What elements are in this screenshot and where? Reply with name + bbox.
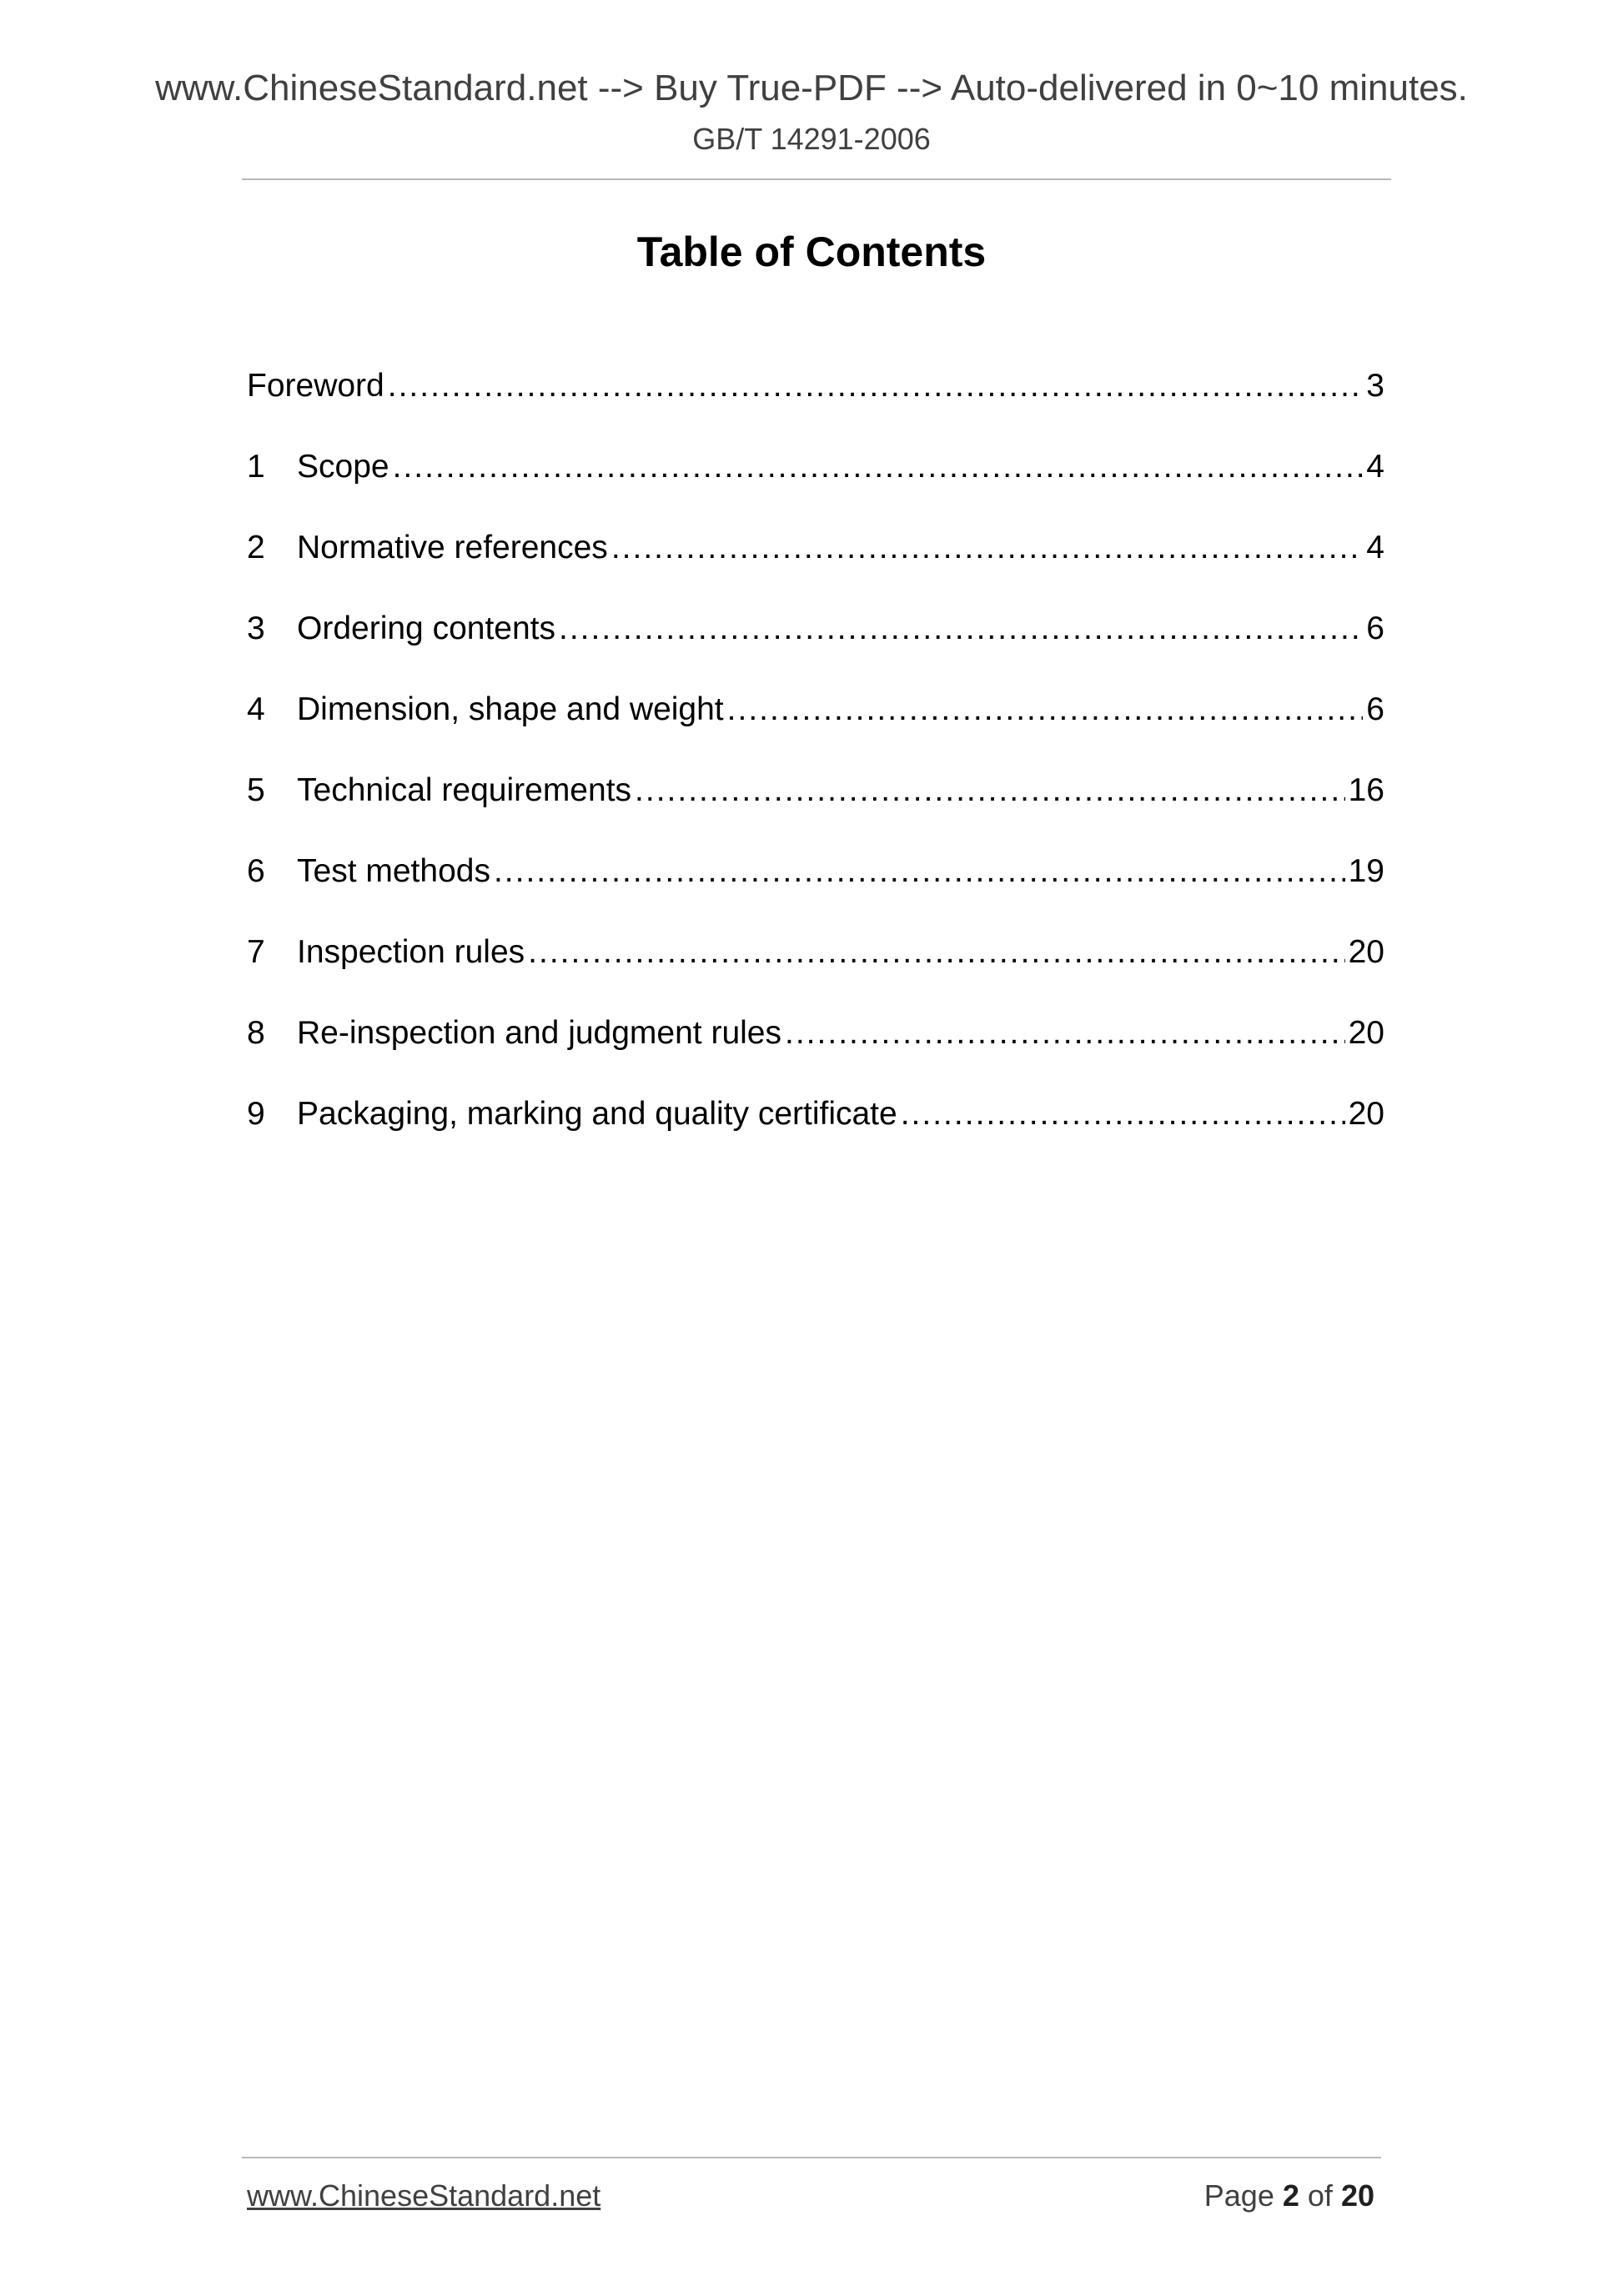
toc-leader-dots xyxy=(559,607,1363,651)
standard-id: GB/T 14291-2006 xyxy=(692,122,931,156)
toc-entry-number: 3 xyxy=(247,610,265,646)
toc-entry-number: 6 xyxy=(247,853,265,889)
toc-leader-dots xyxy=(611,526,1363,570)
toc-leader-dots xyxy=(393,445,1364,489)
toc-leader-dots xyxy=(785,1012,1345,1055)
toc-entry-number: 8 xyxy=(247,1015,265,1051)
page-title: Table of Contents xyxy=(636,229,987,275)
toc-entry-title: Foreword xyxy=(247,368,384,404)
toc-leader-dots xyxy=(901,1093,1345,1136)
toc-entry-title: Scope xyxy=(297,449,389,485)
toc-entry-4[interactable] xyxy=(247,688,1384,769)
toc-leader-dots xyxy=(635,769,1345,812)
toc-entry-7[interactable] xyxy=(247,931,1384,1012)
toc-entry-number: 2 xyxy=(247,530,265,565)
toc-entry-2[interactable] xyxy=(247,526,1384,607)
total-pages: 20 xyxy=(1340,2178,1374,2213)
toc-entry-page: 6 xyxy=(1366,610,1384,646)
toc-entry-8[interactable] xyxy=(247,1012,1384,1093)
toc-entry-page: 4 xyxy=(1366,530,1384,565)
site-banner: www.ChineseStandard.net --> Buy True-PDF --> Auto-delivered in 0~10 minutes. xyxy=(155,68,1468,108)
toc-entry-page: 4 xyxy=(1366,449,1384,485)
toc-entry-page: 20 xyxy=(1348,1096,1384,1132)
toc-entry-page: 16 xyxy=(1348,772,1384,808)
toc-entry-3[interactable] xyxy=(247,607,1384,688)
toc-entry-title: Re-inspection and judgment rules xyxy=(297,1015,782,1051)
toc-entry-title: Technical requirements xyxy=(297,772,632,808)
header-divider xyxy=(242,178,1391,180)
toc-entry-9[interactable] xyxy=(247,1093,1384,1173)
footer-divider xyxy=(242,2157,1381,2158)
toc-entry-title: Dimension, shape and weight xyxy=(297,691,724,727)
toc-entry-number: 5 xyxy=(247,772,265,808)
toc-leader-dots xyxy=(388,364,1364,408)
current-page: 2 xyxy=(1282,2178,1299,2213)
toc-entry-title: Inspection rules xyxy=(297,934,525,970)
toc-entry-number: 4 xyxy=(247,691,265,727)
table-of-contents xyxy=(247,364,1384,1173)
toc-entry-title: Normative references xyxy=(297,530,608,565)
toc-entry-foreword[interactable] xyxy=(247,364,1384,445)
toc-entry-title: Ordering contents xyxy=(297,610,556,646)
toc-entry-1[interactable] xyxy=(247,445,1384,526)
toc-entry-page: 3 xyxy=(1366,368,1384,404)
toc-entry-number: 7 xyxy=(247,934,265,970)
toc-leader-dots xyxy=(494,850,1345,893)
page-number xyxy=(1204,2177,1374,2215)
toc-entry-title: Test methods xyxy=(297,853,490,889)
toc-entry-page: 19 xyxy=(1348,853,1384,889)
toc-entry-6[interactable] xyxy=(247,850,1384,931)
toc-leader-dots xyxy=(528,931,1344,974)
toc-entry-5[interactable] xyxy=(247,769,1384,850)
toc-leader-dots xyxy=(727,688,1364,731)
toc-entry-number: 9 xyxy=(247,1096,265,1132)
toc-entry-page: 20 xyxy=(1348,934,1384,970)
page-label: Page xyxy=(1203,2178,1274,2213)
footer-site-link[interactable]: www.ChineseStandard.net xyxy=(247,2178,601,2213)
toc-entry-page: 6 xyxy=(1366,691,1384,727)
toc-entry-number: 1 xyxy=(247,449,265,485)
toc-entry-title: Packaging, marking and quality certificate xyxy=(297,1096,897,1132)
toc-entry-page: 20 xyxy=(1348,1015,1384,1051)
page-of-label: of xyxy=(1307,2178,1333,2213)
